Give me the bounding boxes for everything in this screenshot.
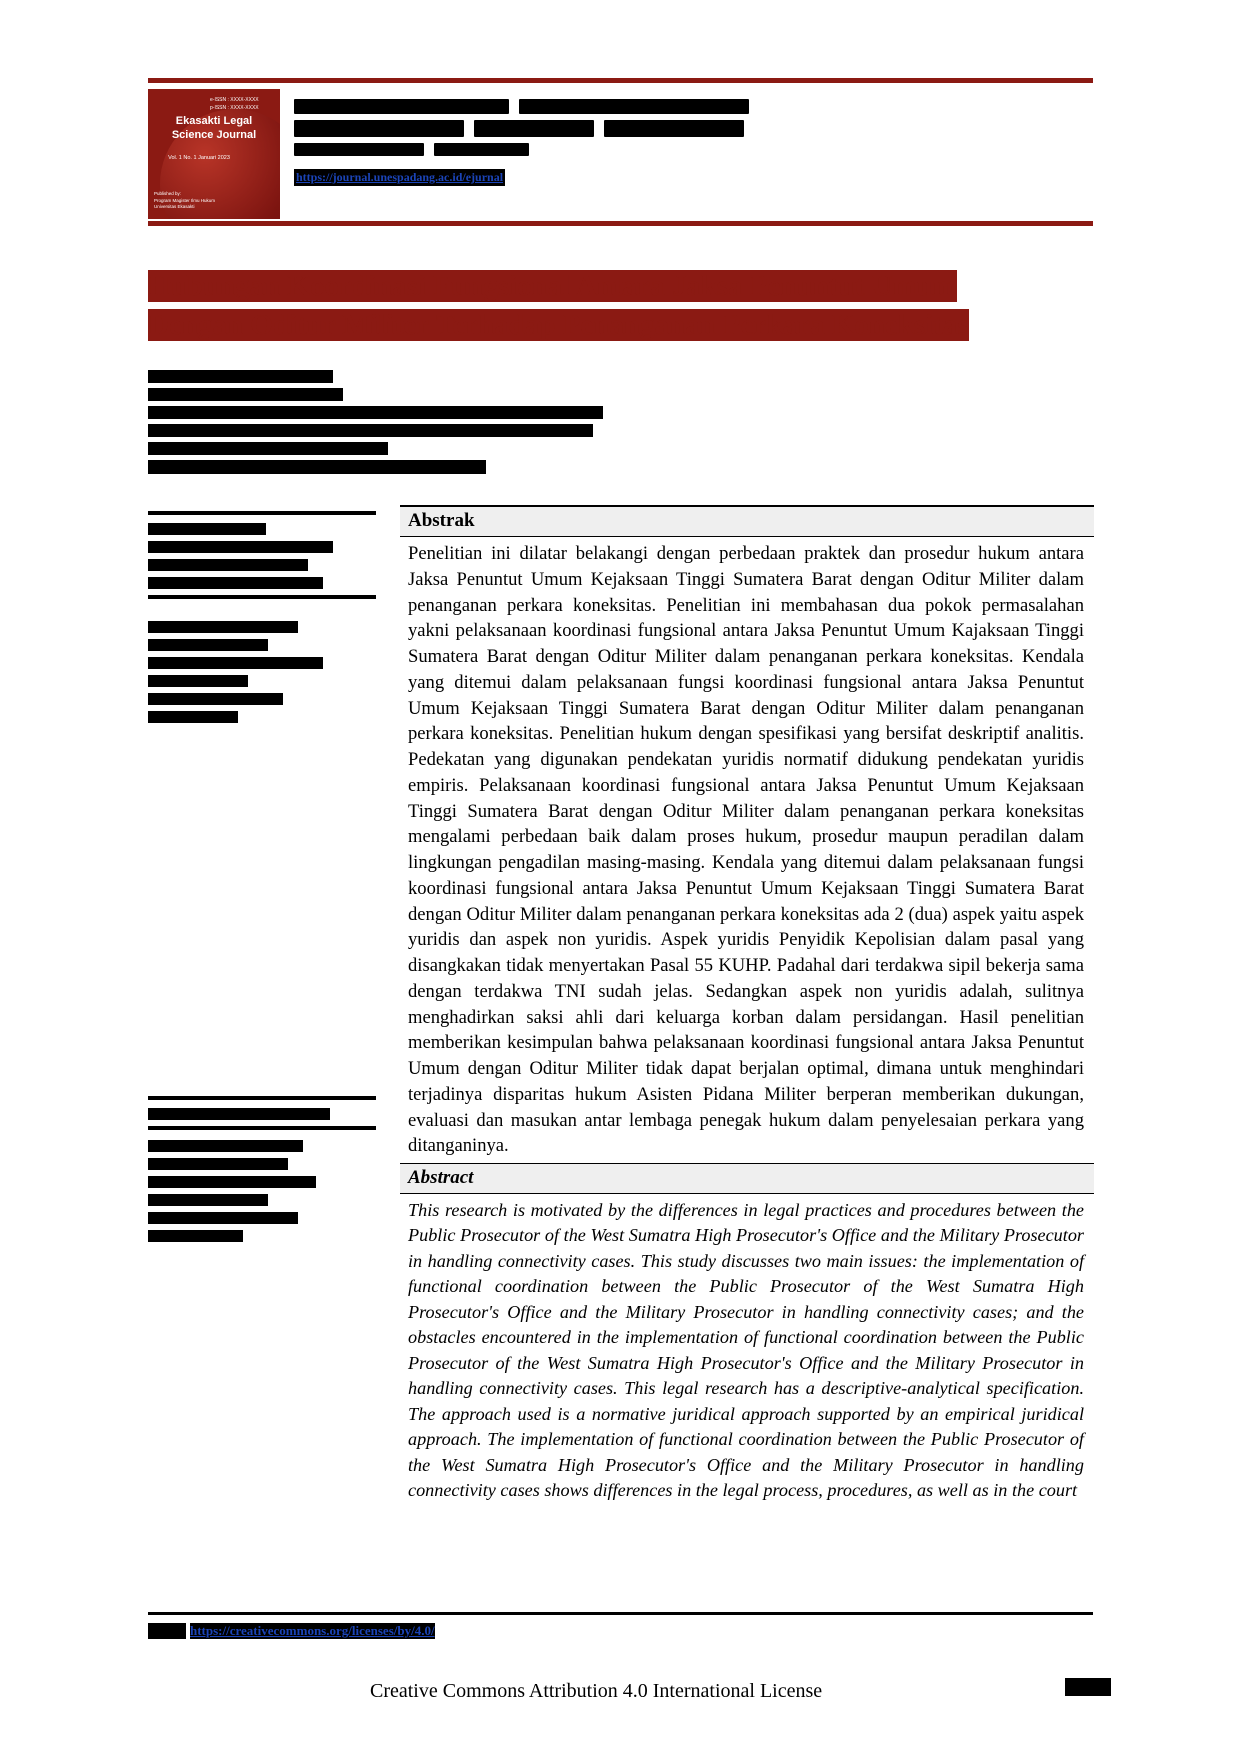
abstract-heading-en: Abstract — [400, 1163, 1094, 1194]
abstract-panel — [400, 505, 1094, 1504]
masthead-redacted-7 — [434, 143, 529, 156]
corresponding-block — [148, 621, 376, 723]
keyword-en-redacted-1 — [148, 1140, 303, 1152]
masthead-text-block — [294, 99, 854, 186]
masthead-redacted-1 — [294, 99, 509, 114]
logo-volume-text: Vol. 1 No. 1 Januari 2023 — [168, 155, 230, 161]
keyword-en-redacted-3 — [148, 1176, 316, 1188]
license-link[interactable]: https://creativecommons.org/licenses/by/4.0/ — [190, 1623, 435, 1638]
keywords-rule-bottom — [148, 595, 376, 599]
footer-redacted-prefix — [148, 1623, 186, 1639]
author-redacted-3 — [148, 406, 603, 419]
keywords-en-heading-redacted — [148, 1108, 330, 1120]
abstract-heading-id: Abstrak — [400, 505, 1094, 537]
abstract-text-en: This research is motivated by the differences in legal practices and procedures between the Public Prosecutor of the West Sumatra High Prosecutor's Office and the Military Prosecutor in handling connectivity cases. This study discusses two main issues: the implementation of functional coordination between the Public Prosecutor of the West Sumatra High Prosecutor's Office and the Military Prosecutor in handling connectivity cases; and the obstacles encountered in the implementation of functional coordination between the Public Prosecutor of the West Sumatra High Prosecutor's Office and the Military Prosecutor in handling connectivity cases. This legal research has a descriptive-analytical specification. The approach used is a normative juridical approach supported by an empirical juridical approach. The implementation of functional coordination between the Public Prosecutor of the West Sumatra High Prosecutor's Office and the Military Prosecutor in handling connectivity cases shows differences in the legal process, procedures, as well as in the court — [408, 1200, 1084, 1501]
masthead-title-row-3 — [294, 143, 854, 162]
logo-publisher-text: Published by: Program Magister Ilmu Hukum Universitas Ekasakti — [154, 190, 216, 210]
journal-logo — [148, 89, 280, 219]
keyword-redacted-3 — [148, 577, 323, 589]
author-affiliation — [148, 460, 528, 479]
masthead-redacted-3 — [294, 120, 464, 137]
author-list — [148, 370, 668, 460]
keywords-en-rule-mid — [148, 1126, 376, 1130]
masthead-title-row-1 — [294, 99, 854, 120]
page-number-redacted — [1065, 1678, 1111, 1696]
author-redacted-5 — [148, 442, 388, 455]
author-redacted-2 — [148, 388, 343, 401]
masthead-redacted-2 — [519, 99, 749, 114]
journal-masthead — [148, 78, 1093, 226]
corresponding-redacted-4 — [148, 675, 248, 687]
keyword-en-redacted-2 — [148, 1158, 288, 1170]
corresponding-redacted-1 — [148, 621, 298, 633]
author-redacted-4 — [148, 424, 593, 437]
masthead-redacted-6 — [294, 143, 424, 156]
author-redacted-1 — [148, 370, 333, 383]
masthead-title-row-2 — [294, 120, 854, 143]
keyword-redacted-2 — [148, 559, 308, 571]
journal-website-link[interactable]: https://journal.unespadang.ac.id/ejurnal — [296, 170, 504, 184]
masthead-redacted-4 — [474, 120, 594, 137]
keyword-redacted-1 — [148, 541, 333, 553]
keyword-en-redacted-6 — [148, 1230, 243, 1242]
keywords-heading-redacted — [148, 523, 266, 535]
affiliation-redacted-1 — [148, 460, 486, 474]
keywords-en-rule-top — [148, 1096, 376, 1100]
keyword-en-redacted-4 — [148, 1194, 268, 1206]
corresponding-redacted-6 — [148, 711, 238, 723]
corresponding-redacted-5 — [148, 693, 283, 705]
abstract-text-id: Penelitian ini dilatar belakangi dengan perbedaan praktek dan prosedur hukum antara Jaksa Penuntut Umum Kejaksaan Tinggi Sumatera Barat dengan Oditur Militer dalam penanganan perkara koneksitas. Penelitian ini membahasan dua pokok permasalahan yakni pelaksanaan koordinasi fungsional antara Jaksa Penuntut Umum Kajaksaan Tinggi Sumatera Barat dengan Oditur Militer dalam penanganan perkara koneksitas. Kendala yang ditemui dalam pelaksanaan fungsi koordinasi fungsional antara Jaksa Penuntut Umum Kejaksaan Tinggi Sumatera Barat dengan Oditur Militer dalam penanganan perkara koneksitas. Penelitian hukum dengan spesifikasi yang bersifat deskriptif analitis. Pedekatan yang digunakan pendekatan yuridis normatif didukung pendekatan yuridis empiris. Pelaksanaan koordinasi fungsional antara Jaksa Penuntut Umum Kejaksaan Tinggi Sumatera Barat dengan Oditur Militer dalam penanganan perkara koneksitas mengalami perbedaan baik dalam proses hukum, prosedur maupun peradilan dalam lingkungan pengadilan masing-masing. Kendala yang ditemui dalam pelaksanaan fungsi koordinasi fungsional antara Jaksa Penuntut Umum Kejaksaan Tinggi Sumatera Barat dengan Oditur Militer dalam penanganan perkara koneksitas ada 2 (dua) aspek yaitu aspek yuridis dan aspek non yuridis. Aspek yuridis Penyidik Kepolisian dalam pasal yang disangkakan tidak menyertakan Pasal 55 KUHP. Padahal dari terdakwa sipil bekerja sama dengan terdakwa TNI sudah jelas. Sedangkan aspek non yuridis adalah, sulitnya menghadirkan saksi ahli dari keluarga korban dalam persidangan. Hasil penelitian memberikan kesimpulan bahwa pelaksanaan koordinasi fungsional antara Jaksa Penuntut Umum dengan Oditur Militer tidak dapat berjalan optimal, dimana untuk menghindari terjadinya disparitas hukum Asisten Pidana Militer berperan memberikan dukungan, evaluasi dan masukan antar lembaga penegak hukum dalam penyelesaian perkara yang ditanganinya. — [408, 543, 1084, 1157]
keywords-block — [148, 511, 376, 599]
footer-rule — [148, 1612, 1093, 1615]
article-title: Hubungan Koordinasi Fungsional Antara Jaksa Penuntut Umum Dengan Oditur Militer Terhadap Penanganan Perkara Koneksitas — [148, 270, 969, 341]
logo-journal-name: Ekasakti Legal Science Journal — [171, 115, 257, 141]
corresponding-redacted-2 — [148, 639, 268, 651]
keyword-en-redacted-5 — [148, 1212, 298, 1224]
keywords-column — [148, 505, 376, 745]
logo-issn-text: e-ISSN : XXXX-XXXX p-ISSN : XXXX-XXXX — [210, 97, 259, 111]
corresponding-redacted-3 — [148, 657, 323, 669]
footer-license-block — [148, 1622, 448, 1640]
masthead-redacted-5 — [604, 120, 744, 137]
license-text: Creative Commons Attribution 4.0 International License — [370, 1680, 823, 1702]
keywords-rule-top — [148, 511, 376, 515]
keywords-column-en — [148, 1090, 376, 1248]
abstract-en-clip — [400, 1194, 1094, 1504]
